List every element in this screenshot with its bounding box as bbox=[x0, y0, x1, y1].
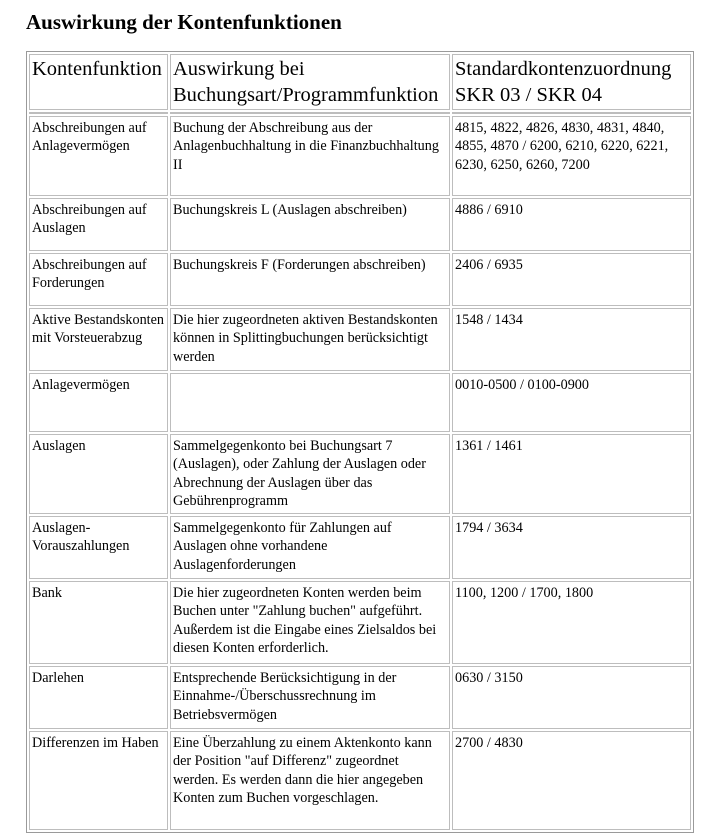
cell-auswirkung: Sammelgegenkonto für Zahlungen auf Auslagen ohne vorhandene Auslagenforderungen bbox=[170, 516, 450, 579]
cell-kontenfunktion: Bank bbox=[29, 581, 168, 664]
table-row bbox=[29, 731, 691, 830]
cell-kontenfunktion: Abschreibungen auf Auslagen bbox=[29, 198, 168, 251]
cell-auswirkung: Die hier zugeordneten Konten werden beim Buchen unter "Zahlung buchen" aufgeführt. Außerdem ist die Eingabe eines Zielsaldos bei diesen Konten erforderlich. bbox=[170, 581, 450, 664]
cell-auswirkung bbox=[170, 373, 450, 432]
cell-auswirkung: Buchung der Abschreibung aus der Anlagenbuchhaltung in die Finanzbuchhaltung II bbox=[170, 116, 450, 196]
cell-kontenfunktion: Auslagen bbox=[29, 434, 168, 514]
cell-standardkonten: 1361 / 1461 bbox=[452, 434, 691, 514]
table-row bbox=[29, 666, 691, 729]
header-kontenfunktion: Kontenfunktion bbox=[29, 54, 168, 110]
cell-standardkonten: 1100, 1200 / 1700, 1800 bbox=[452, 581, 691, 664]
cell-auswirkung: Buchungskreis L (Auslagen abschreiben) bbox=[170, 198, 450, 251]
account-function-table bbox=[26, 51, 694, 833]
table-row bbox=[29, 198, 691, 251]
cell-kontenfunktion: Abschreibungen auf Anlagevermögen bbox=[29, 116, 168, 196]
table-row bbox=[29, 516, 691, 579]
header-separator-row bbox=[29, 112, 691, 114]
cell-kontenfunktion: Abschreibungen auf Forderungen bbox=[29, 253, 168, 306]
table-row bbox=[29, 116, 691, 196]
cell-auswirkung: Buchungskreis F (Forderungen abschreiben) bbox=[170, 253, 450, 306]
page-title: Auswirkung der Kontenfunktionen bbox=[26, 10, 342, 34]
cell-standardkonten: 2700 / 4830 bbox=[452, 731, 691, 830]
cell-standardkonten: 4886 / 6910 bbox=[452, 198, 691, 251]
cell-auswirkung: Die hier zugeordneten aktiven Bestandskonten können in Splittingbuchungen berücksichtigt werden bbox=[170, 308, 450, 371]
cell-auswirkung: Entsprechende Berücksichtigung in der Einnahme-/Überschussrechnung im Betriebsvermögen bbox=[170, 666, 450, 729]
cell-kontenfunktion: Aktive Bestandskonten mit Vorsteuerabzug bbox=[29, 308, 168, 371]
table-row bbox=[29, 253, 691, 306]
header-auswirkung: Auswirkung bei Buchungsart/Programmfunktion bbox=[170, 54, 450, 110]
table-row bbox=[29, 434, 691, 514]
cell-standardkonten: 0010-0500 / 0100-0900 bbox=[452, 373, 691, 432]
cell-kontenfunktion: Anlagevermögen bbox=[29, 373, 168, 432]
header-standardkonten: Standardkontenzuordnung SKR 03 / SKR 04 bbox=[452, 54, 691, 110]
cell-auswirkung: Eine Überzahlung zu einem Aktenkonto kann der Position "auf Differenz" zugeordnet werden. Es werden dann die hier angegeben Konten zum Buchen vorgeschlagen. bbox=[170, 731, 450, 830]
cell-standardkonten: 2406 / 6935 bbox=[452, 253, 691, 306]
table-row bbox=[29, 373, 691, 432]
cell-kontenfunktion: Differenzen im Haben bbox=[29, 731, 168, 830]
cell-standardkonten: 0630 / 3150 bbox=[452, 666, 691, 729]
cell-standardkonten: 1548 / 1434 bbox=[452, 308, 691, 371]
cell-kontenfunktion: Darlehen bbox=[29, 666, 168, 729]
table-header-row bbox=[29, 54, 691, 110]
cell-standardkonten: 1794 / 3634 bbox=[452, 516, 691, 579]
table-row bbox=[29, 581, 691, 664]
cell-auswirkung: Sammelgegenkonto bei Buchungsart 7 (Auslagen), oder Zahlung der Auslagen oder Abrechnung der Auslagen über das Gebührenprogramm bbox=[170, 434, 450, 514]
cell-standardkonten: 4815, 4822, 4826, 4830, 4831, 4840, 4855, 4870 / 6200, 6210, 6220, 6221, 6230, 6250, 6260, 7200 bbox=[452, 116, 691, 196]
table-row bbox=[29, 308, 691, 371]
cell-kontenfunktion: Auslagen-Vorauszahlungen bbox=[29, 516, 168, 579]
